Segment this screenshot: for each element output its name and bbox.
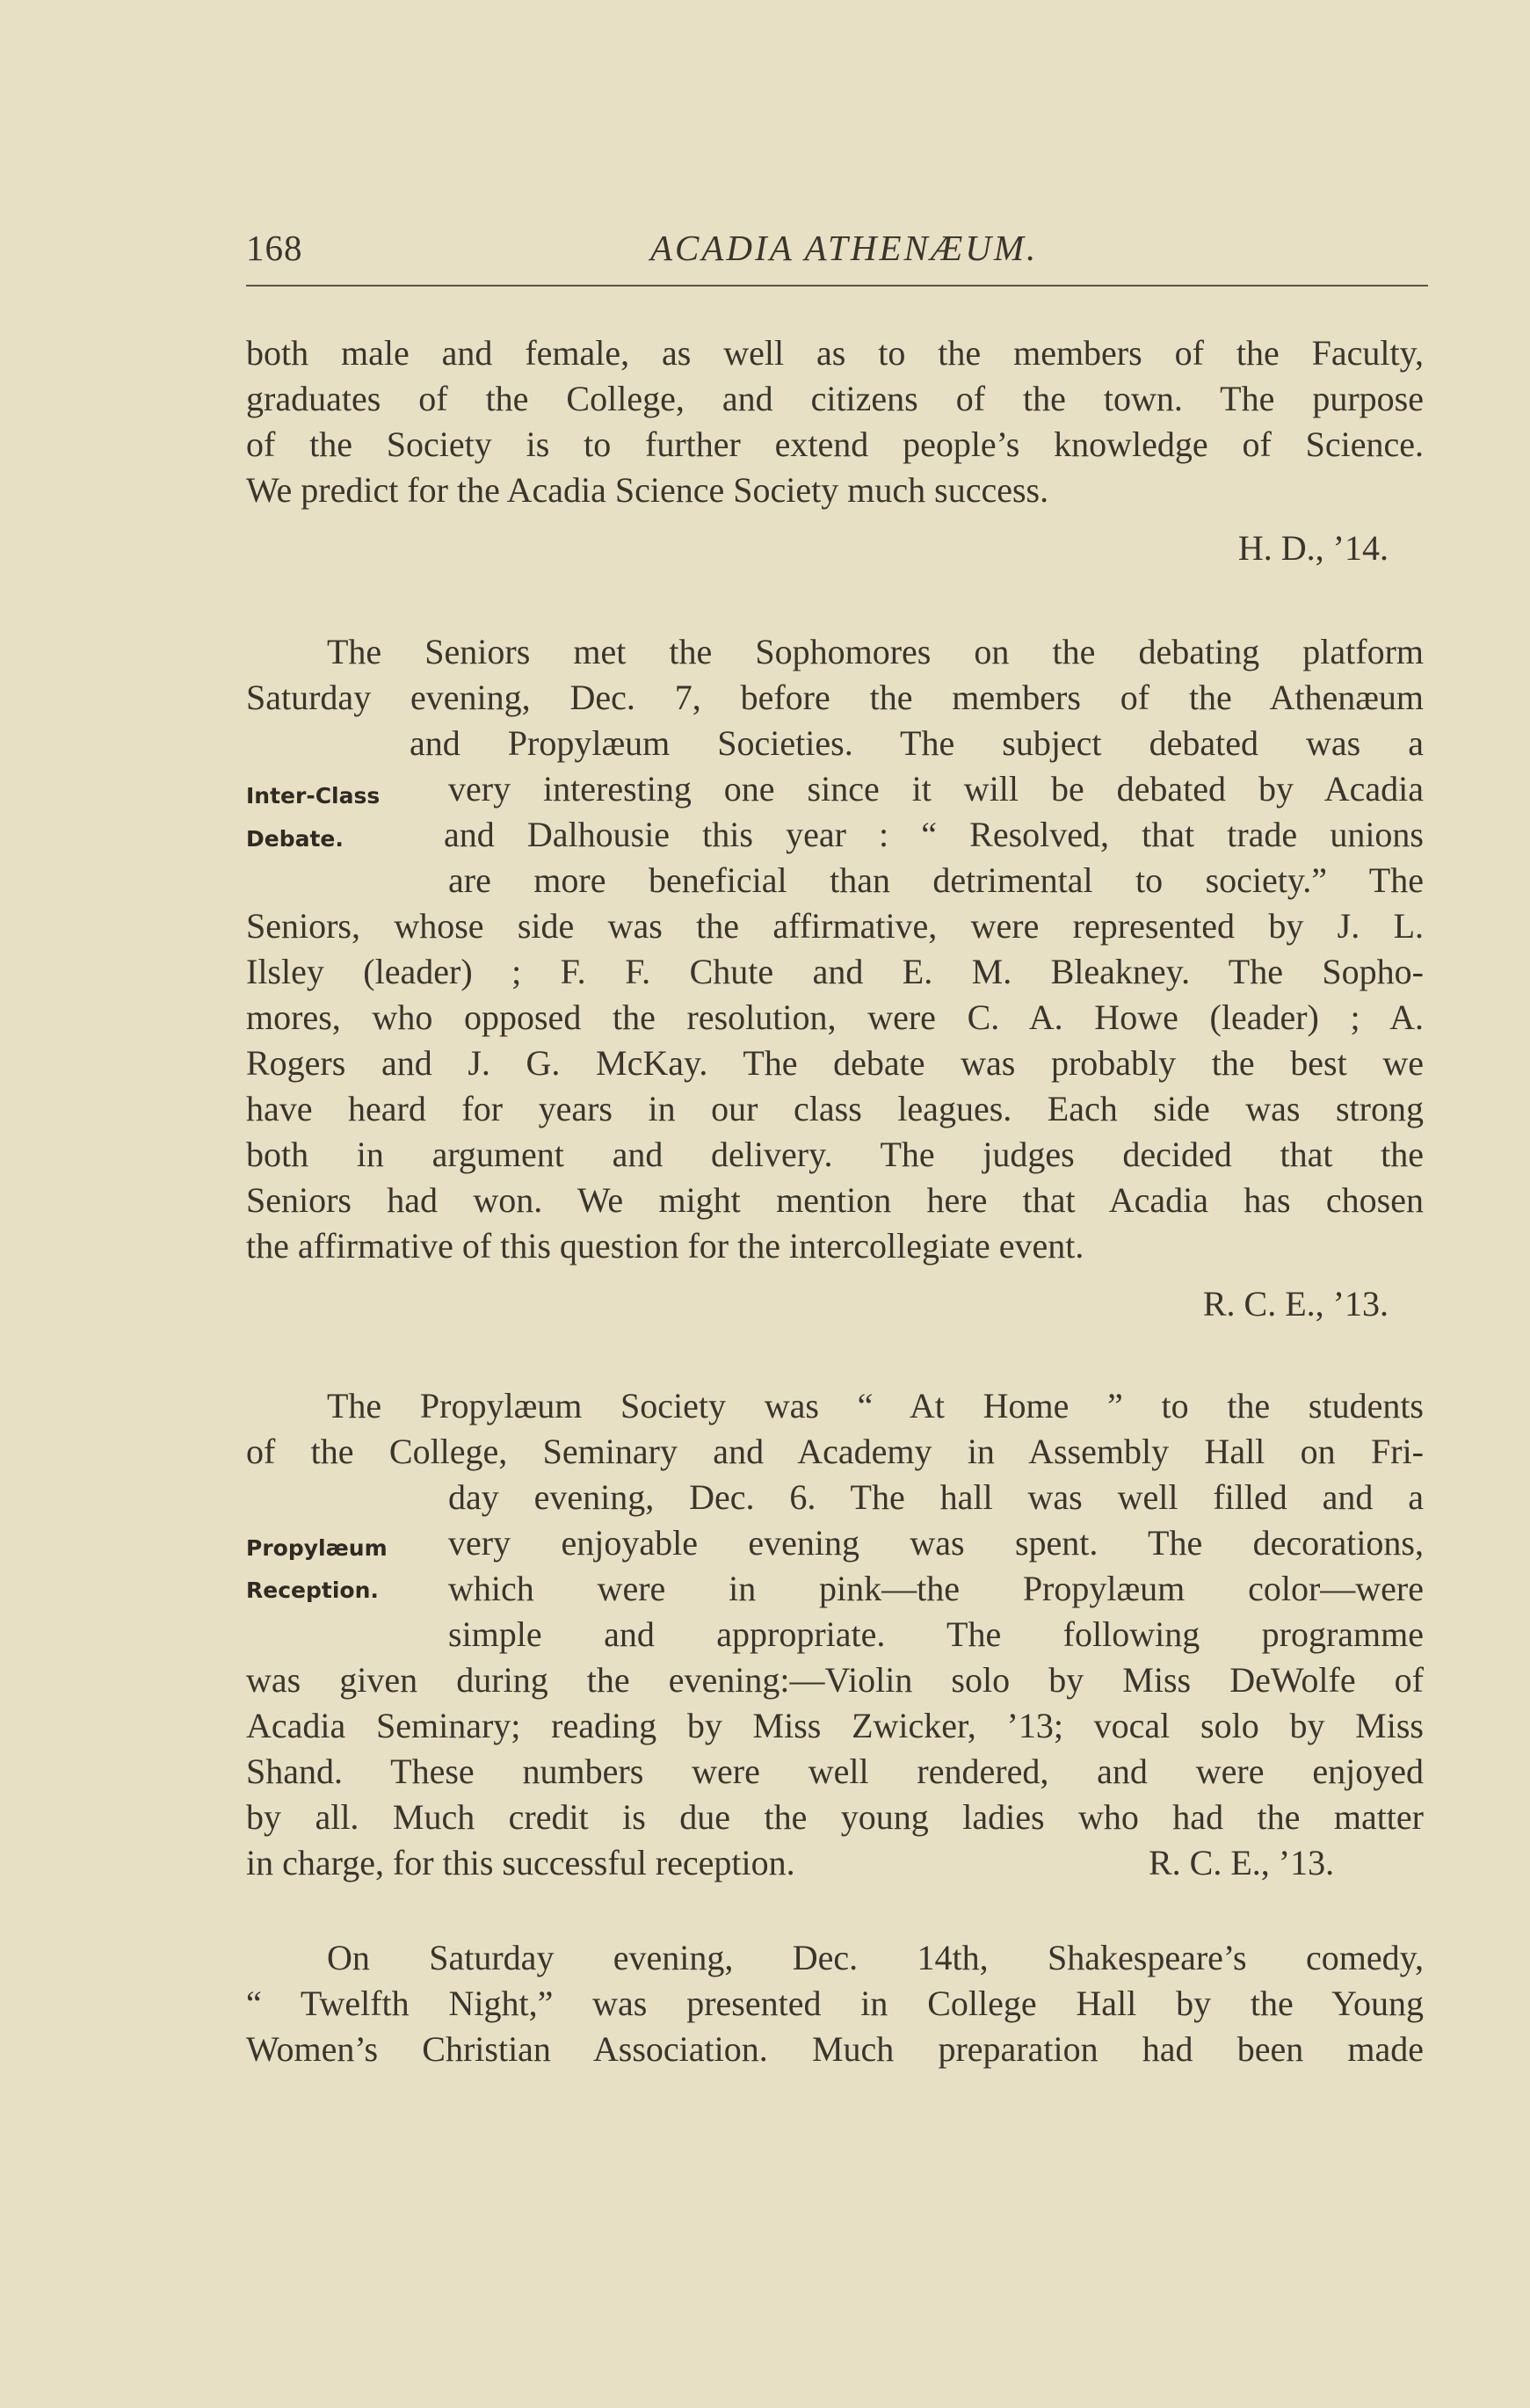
- paragraph-line: of the College, Seminary and Academy in Assembly Hall on Fri-: [246, 1432, 1424, 1471]
- paragraph-line: On Saturday evening, Dec. 14th, Shakespeare’s comedy,: [327, 1938, 1424, 1977]
- running-header: [246, 227, 1428, 285]
- paragraph-line: Saturday evening, Dec. 7, before the members of the Athenæum: [246, 678, 1424, 717]
- paragraph-line: The Seniors met the Sophomores on the debating platform: [327, 632, 1424, 671]
- paragraph-line: Acadia Seminary; reading by Miss Zwicker, ’13; vocal solo by Miss: [246, 1706, 1424, 1745]
- header-rule: [246, 285, 1428, 286]
- paragraph-line: of the Society is to further extend people’s knowledge of Science.: [246, 424, 1424, 464]
- paragraph-line: very enjoyable evening was spent. The decorations,: [448, 1523, 1424, 1563]
- paragraph-line: was given during the evening:—Violin solo by Miss DeWolfe of: [246, 1660, 1424, 1700]
- sidenote-title: Inter-Class: [246, 783, 381, 809]
- paragraph-line: Rogers and J. G. McKay. The debate was probably the best we: [246, 1043, 1424, 1083]
- paragraph-line: We predict for the Acadia Science Society much success.: [246, 470, 1049, 510]
- signature: H. D., ’14.: [1237, 528, 1389, 568]
- paragraph-line: both in argument and delivery. The judges decided that the: [246, 1135, 1424, 1174]
- sidenote-title: Propylæum: [246, 1535, 388, 1561]
- paragraph-line: mores, who opposed the resolution, were C. A. Howe (leader) ; A.: [246, 997, 1424, 1037]
- page-number: 168: [246, 228, 303, 268]
- paragraph-line: in charge, for this successful reception.: [246, 1843, 795, 1882]
- paragraph-line: Women’s Christian Association. Much preparation had been made: [246, 2029, 1424, 2069]
- paragraph-line: the affirmative of this question for the intercollegiate event.: [246, 1226, 1084, 1266]
- paragraph-line: simple and appropriate. The following programme: [448, 1614, 1424, 1654]
- signature: R. C. E., ’13.: [1202, 1284, 1389, 1324]
- paragraph-line: and Dalhousie this year : “ Resolved, that trade unions: [444, 815, 1424, 854]
- paragraph-line: Seniors had won. We might mention here that Acadia has chosen: [246, 1180, 1424, 1220]
- sidenote-title: Reception.: [246, 1578, 379, 1603]
- paragraph-line: are more beneficial than detrimental to society.” The: [448, 860, 1424, 900]
- signature: R. C. E., ’13.: [1149, 1843, 1335, 1882]
- paragraph-line: graduates of the College, and citizens of the town. The purpose: [246, 379, 1424, 418]
- paragraph-line: Ilsley (leader) ; F. F. Chute and E. M. Bleakney. The Sopho-: [246, 952, 1424, 991]
- paragraph-line: and Propylæum Societies. The subject debated was a: [410, 723, 1424, 763]
- paragraph-line: Shand. These numbers were well rendered, and were enjoyed: [246, 1752, 1424, 1791]
- paragraph-line: by all. Much credit is due the young ladies who had the matter: [246, 1797, 1424, 1837]
- paragraph-line: Seniors, whose side was the affirmative, were represented by J. L.: [246, 906, 1424, 946]
- paragraph-line: day evening, Dec. 6. The hall was well filled and a: [448, 1477, 1424, 1517]
- paragraph-line: very interesting one since it will be debated by Acadia: [448, 769, 1424, 809]
- paragraph-line: “ Twelfth Night,” was presented in College Hall by the Young: [246, 1984, 1424, 2023]
- paragraph-line: The Propylæum Society was “ At Home ” to the students: [327, 1386, 1424, 1425]
- paragraph-line: both male and female, as well as to the members of the Faculty,: [246, 333, 1424, 373]
- paragraph-line: which were in pink—the Propylæum color—were: [448, 1569, 1424, 1608]
- running-title: ACADIA ATHENÆUM.: [650, 228, 1039, 268]
- paragraph-line: have heard for years in our class leagues. Each side was strong: [246, 1089, 1424, 1128]
- sidenote-title: Debate.: [246, 826, 344, 852]
